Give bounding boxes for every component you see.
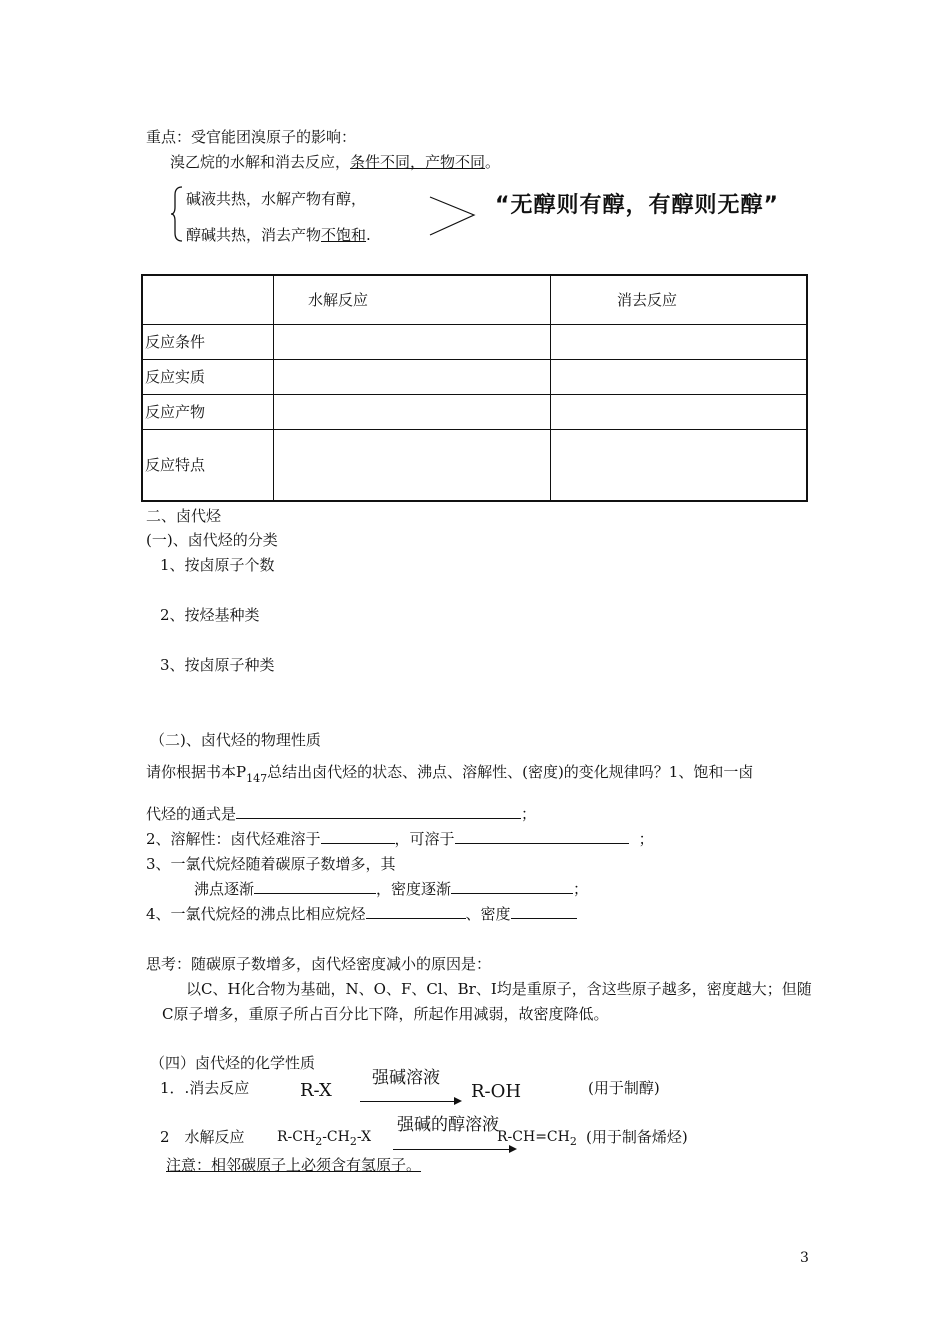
key-point-prefix: 溴乙烷的水解和消去反应， xyxy=(170,153,351,171)
table-header-row xyxy=(142,275,807,324)
reaction1-note: (用于制醇) xyxy=(588,1079,660,1097)
slogan: “无醇则有醇，有醇则无醇” xyxy=(495,193,779,218)
formula-label: 代烃的通式是 xyxy=(146,805,237,823)
reaction2-condition: 强碱的醇溶液 xyxy=(397,1115,499,1135)
brace-item-elimination xyxy=(186,225,371,245)
list-item: 3、按卤原子种类 xyxy=(160,656,275,674)
reactant-subscript: 2 xyxy=(315,1135,323,1148)
reaction2-reactant xyxy=(277,1127,371,1148)
table-cell[interactable] xyxy=(274,394,551,429)
section-title: 二、卤代烃 xyxy=(146,507,222,525)
table-cell[interactable] xyxy=(274,429,551,501)
brace-item2-underlined: 不饱和 xyxy=(321,226,367,244)
solubility-label: 2、溶解性：卤代烃难溶于 xyxy=(146,830,321,848)
intro-text-a: 请你根据书本P xyxy=(146,763,247,781)
boiling-label: 沸点逐渐 xyxy=(194,880,255,898)
table-row xyxy=(142,429,807,501)
table-row xyxy=(142,394,807,429)
key-point-line xyxy=(170,152,500,172)
key-point-heading: 重点：受官能团溴原子的影响： xyxy=(146,128,357,146)
table-cell[interactable] xyxy=(551,359,808,394)
table-header-hydrolysis: 水解反应 xyxy=(274,275,551,324)
compare-label: 4、一氯代烷烃的沸点比相应烷烃 xyxy=(146,905,366,923)
blank-soluble-in[interactable] xyxy=(455,829,629,844)
reaction2-label: 2 水解反应 xyxy=(160,1128,245,1146)
think-question: 思考：随碳原子数增多，卤代烃密度减小的原因是： xyxy=(146,955,492,973)
table-header-blank xyxy=(142,275,274,324)
table-cell[interactable] xyxy=(551,394,808,429)
list-item: 2、按烃基种类 xyxy=(160,606,260,624)
trend-end: ； xyxy=(573,880,589,898)
reaction2-product xyxy=(497,1127,577,1148)
key-point-suffix: 。 xyxy=(485,153,501,171)
blank-formula[interactable] xyxy=(236,804,521,819)
subsection-classification: (一)、卤代烃的分类 xyxy=(146,531,278,549)
solubility-mid: ，可溶于 xyxy=(394,830,455,848)
reaction1-arrow-icon xyxy=(360,1101,460,1102)
intro-text-b: 总结出卤代烃的状态、沸点、溶解性、(密度)的变化规律吗？1、饱和一卤 xyxy=(267,763,754,781)
table-row-label: 反应特点 xyxy=(142,429,274,501)
table-header-elimination: 消去反应 xyxy=(551,275,808,324)
brace-item2-suffix: . xyxy=(366,226,371,244)
blank-compare-density[interactable] xyxy=(511,904,577,919)
table-cell[interactable] xyxy=(274,324,551,359)
formula-end: ； xyxy=(521,805,537,823)
compare-line xyxy=(146,904,577,924)
blank-density[interactable] xyxy=(451,879,573,894)
physical-intro xyxy=(146,762,753,784)
reactant-subscript: 2 xyxy=(349,1135,357,1148)
product-part-a: R-CH=CH xyxy=(497,1129,570,1145)
reactant-part-b: -CH xyxy=(322,1129,350,1145)
solubility-end: ； xyxy=(638,830,654,848)
left-brace-icon xyxy=(170,185,184,245)
product-subscript: 2 xyxy=(569,1135,577,1148)
table-row-label: 反应产物 xyxy=(142,394,274,429)
brace-item-hydrolysis: 碱液共热，水解产物有醇， xyxy=(186,190,367,208)
blank-compare-boiling[interactable] xyxy=(366,904,466,919)
table-row-label: 反应实质 xyxy=(142,359,274,394)
subsection-chemical: （四）卤代烃的化学性质 xyxy=(150,1054,316,1072)
page-ref-subscript: 147 xyxy=(246,772,268,785)
blank-boiling-point[interactable] xyxy=(254,879,376,894)
table-row xyxy=(142,359,807,394)
trend-blanks-line xyxy=(194,879,588,899)
reaction1-product: R-OH xyxy=(471,1081,522,1102)
table-row xyxy=(142,324,807,359)
think-answer-line1: 以C、H化合物为基础，N、O、F、Cl、Br、I均是重原子，含这些原子越多，密度越大；但随 xyxy=(186,980,812,998)
greater-than-bracket-icon xyxy=(428,195,476,237)
warning-note: 注意：相邻碳原子上必须含有氢原子。 xyxy=(166,1156,422,1174)
brace-item2-prefix: 醇碱共热，消去产物 xyxy=(186,226,322,244)
reactant-part-c: -X xyxy=(356,1129,372,1145)
compare-density-label: 、密度 xyxy=(465,905,511,923)
table-cell[interactable] xyxy=(551,429,808,501)
reaction2-note: (用于制备烯烃) xyxy=(586,1128,688,1146)
reaction1-reactant: R-X xyxy=(300,1080,332,1101)
reaction1-label: 1．.消去反应 xyxy=(160,1079,250,1097)
key-point-underlined: 条件不同，产物不同 xyxy=(350,153,486,171)
density-label: ，密度逐渐 xyxy=(376,880,452,898)
think-answer-line2: C原子增多，重原子所占百分比下降，所起作用减弱，故密度降低。 xyxy=(162,1005,609,1023)
reaction1-condition: 强碱溶液 xyxy=(372,1068,440,1088)
solubility-line xyxy=(146,829,654,849)
subsection-physical: （二)、卤代烃的物理性质 xyxy=(150,731,321,749)
table-row-label: 反应条件 xyxy=(142,324,274,359)
formula-line xyxy=(146,804,536,824)
table-cell[interactable] xyxy=(274,359,551,394)
reactant-part-a: R-CH xyxy=(277,1129,316,1145)
blank-insoluble-in[interactable] xyxy=(321,829,395,844)
list-item: 1、按卤原子个数 xyxy=(160,556,275,574)
reaction2-arrow-icon xyxy=(393,1149,515,1150)
trend-line: 3、一氯代烷烃随着碳原子数增多，其 xyxy=(146,855,396,873)
page-number: 3 xyxy=(800,1250,809,1266)
comparison-table xyxy=(141,274,808,502)
table-cell[interactable] xyxy=(551,324,808,359)
